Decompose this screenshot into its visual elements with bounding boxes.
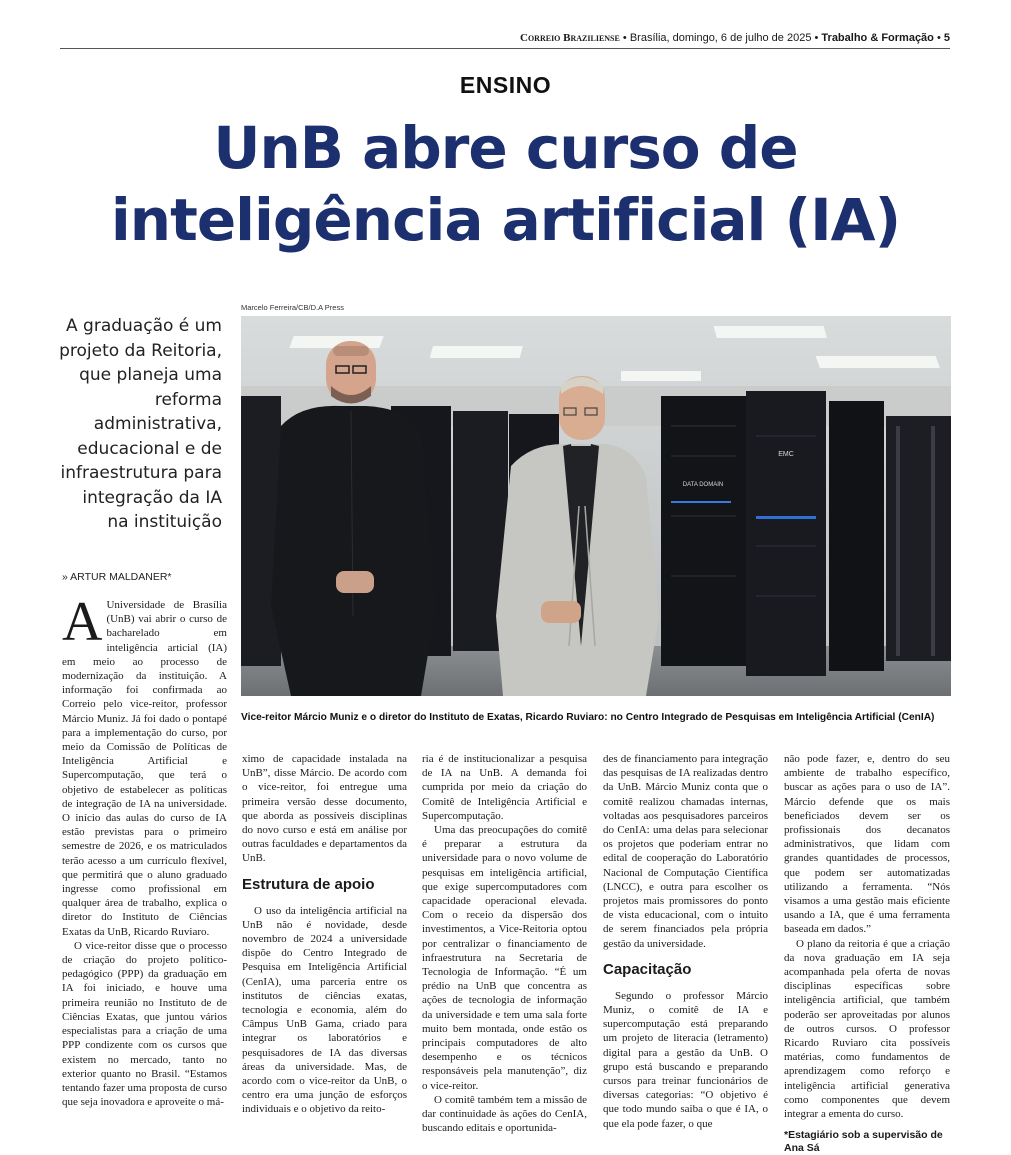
headline-line-1: UnB abre curso de bbox=[213, 114, 798, 182]
dateline: • Brasília, domingo, 6 de julho de 2025 • bbox=[619, 32, 822, 44]
article-column-5 bbox=[784, 752, 950, 1155]
article-photo bbox=[241, 316, 951, 696]
article-column-1 bbox=[62, 591, 227, 1109]
article-paragraph: Segundo o professor Márcio Muniz, o comitê de IA e supercomputação está preparando um projeto de literacia (letramento) digital para a gestão da UnB. O grupo está buscando e preparando cursos para treinar funcionários de diversas categorias: “O objetivo é que todo mundo saiba o que é IA, o que ela pode fazer, o que bbox=[603, 989, 768, 1130]
byline: » ARTUR MALDANER* bbox=[62, 571, 172, 583]
article-deck: A graduação é um projeto da Reitoria, que planeja uma reforma administrativa, educacional e de infraestrutura para integração da IA na instituição bbox=[59, 316, 222, 532]
article-paragraph: ximo de capacidade instalada na UnB”, disse Márcio. De acordo com o vice-reitor, foi entregue uma primeira versão desse documento, que aborda as possíveis disciplinas do novo curso e está em análise por outras faculdades e departamentos da UnB. bbox=[242, 753, 407, 865]
footnote: *Estagiário sob a supervisão de Ana Sá bbox=[784, 1129, 943, 1155]
header-rule bbox=[60, 48, 950, 49]
page-separator: • bbox=[933, 32, 944, 44]
subhead-training: Capacitação bbox=[603, 960, 692, 978]
section-kicker: ENSINO bbox=[459, 72, 552, 98]
page-number: 5 bbox=[943, 32, 950, 44]
drop-cap: A bbox=[62, 591, 103, 653]
section-name: Trabalho & Formação bbox=[821, 32, 934, 44]
photo-illustration bbox=[241, 316, 951, 696]
article-paragraph: ria é de institucionalizar a pesquisa de IA na UnB. A demanda foi cumprida por meio da criação do Comitê de Inteligência Artificial e Supercomputação. bbox=[422, 753, 587, 822]
article-column-4 bbox=[603, 752, 768, 1131]
article-paragraph: A Universidade de Brasília (UnB) vai abrir o curso de bacharelado em inteligência articial (IA) em meio ao processo de modernização da instituição. A informação foi confirmada ao Correio pelo vice-reitor, professor Márcio Muniz. Já foi dado o pontapé para a implementação do curso, por meio da Comissão de Políticas de Inteligência Artificial e Supercomputação, que terá o objetivo de estabelecer as políticas de integração de IA na universidade. O início das aulas do curso de IA estão previstas para o primeiro semestre de 2026, e os matriculados terão acesso a um currículo flexível, que permitirá que o aluno graduado ingresse como profissional em qualquer área de trabalho, explica o diretor do Instituto de Ciências Exatas da UnB, Ricardo Ruviaro. bbox=[62, 591, 227, 938]
rack-label-1: DATA DOMAIN bbox=[682, 482, 724, 488]
rack-label-2: EMC bbox=[778, 451, 794, 458]
article-paragraph: O comitê também tem a missão de dar continuidade às ações do CenIA, buscando editais e oportunida- bbox=[422, 1093, 587, 1135]
article-column-2 bbox=[242, 752, 407, 1117]
photo-credit: Marcelo Ferreira/CB/D.A Press bbox=[241, 303, 344, 312]
article-paragraph: Uma das preocupações do comitê é preparar a estrutura da universidade para o novo volume de pesquisas em inteligência artificial, que exige supercomputadores com capacidade operacional elevada. Com o receio da dispersão dos investimentos, a Vice-Reitoria optou por centralizar o financiamento de infraestrutura na Secretaria de Tecnologia de Informação. “É um prédio na UnB que concentra as ações de tecnologia de informação da universidade e tem uma sala forte muito bem montada, onde estão os principais computadores de alto desempenho e os técnicos responsáveis pela manutenção”, diz o vice-reitor. bbox=[422, 824, 587, 1092]
article-paragraph: não pode fazer, e, dentro do seu ambiente de trabalho específico, buscar as ações para o uso de IA”. Márcio defende que os mais beneficiados devem ser os profissionais dos decanatos administrativos, que lidam com grandes quantidades de processos, que podem ser automatizadas utilizando a ferramenta. “Nós visamos a uma gestão mais eficiente usando a IA, que é uma ferramenta baseada em dados.” bbox=[784, 753, 950, 936]
headline-line-2: inteligência artificial (IA) bbox=[110, 186, 901, 254]
article-paragraph: O uso da inteligência artificial na UnB não é novidade, desde novembro de 2024 a universidade dispõe do Centro Integrado de Pesquisa em Inteligência Artificial (CenIA), uma parceria entre os institutos de ciências exatas, tecnologia e economia, além do Câmpus UnB Gama, criado para integrar os laboratórios e pesquisadores de IA das diversas áreas da universidade. Mas, de acordo com o vice-reitor da UnB, o centro era uma junção de esforços individuais e o objetivo da reito- bbox=[242, 904, 407, 1116]
photo-caption: Vice-reitor Márcio Muniz e o diretor do Instituto de Exatas, Ricardo Ruviaro: no Centro Integrado de Pesquisas em Inteligência Artificial (CenIA) bbox=[241, 712, 935, 723]
subhead-support-structure: Estrutura de apoio bbox=[242, 875, 375, 893]
article-paragraph: des de financiamento para integração das pesquisas de IA realizadas dentro da UnB. Márcio Muniz conta que o comitê realizou chamadas internas, voltadas aos pesquisadores parceiros do CenIA: uma delas para selecionar os projetos que poderiam entrar no edital de cooperação do Laboratório Nacional de Computação Científica (LNCC), e outra para escolher os projetos mais promissores do ponto de vista educacional, com o intuito de serem financiados pela própria gestão da universidade. bbox=[603, 753, 768, 950]
headline bbox=[20, 112, 991, 256]
article-paragraph: O vice-reitor disse que o processo de criação do projeto político-pedagógico (PPP) da graduação em IA foi iniciado, e houve uma primeira reunião no Instituto de de Ciências Exatas, que juntou vários especialistas para a criação de uma PPP condizente com os cursos que existem no mercado, tanto no exterior quanto no Brasil. “Estamos tentando fazer uma proposta de curso que seja inovadora e aproveite o má- bbox=[62, 939, 227, 1109]
article-column-3 bbox=[422, 752, 587, 1135]
article-paragraph: O plano da reitoria é que a criação da nova graduação em IA seja acompanhada pela oferta de novas disciplinas específicas sobre inteligência artificial, que também poderão ser aproveitadas por alunos de outros cursos. O professor Ricardo Ruviaro cita possíveis matérias, como fundamentos de aprendizagem como reforço e inteligência artificial generativa como componentes que devem integrar a ementa do curso. bbox=[784, 937, 950, 1121]
publication-name: Correio Braziliense bbox=[520, 32, 620, 44]
